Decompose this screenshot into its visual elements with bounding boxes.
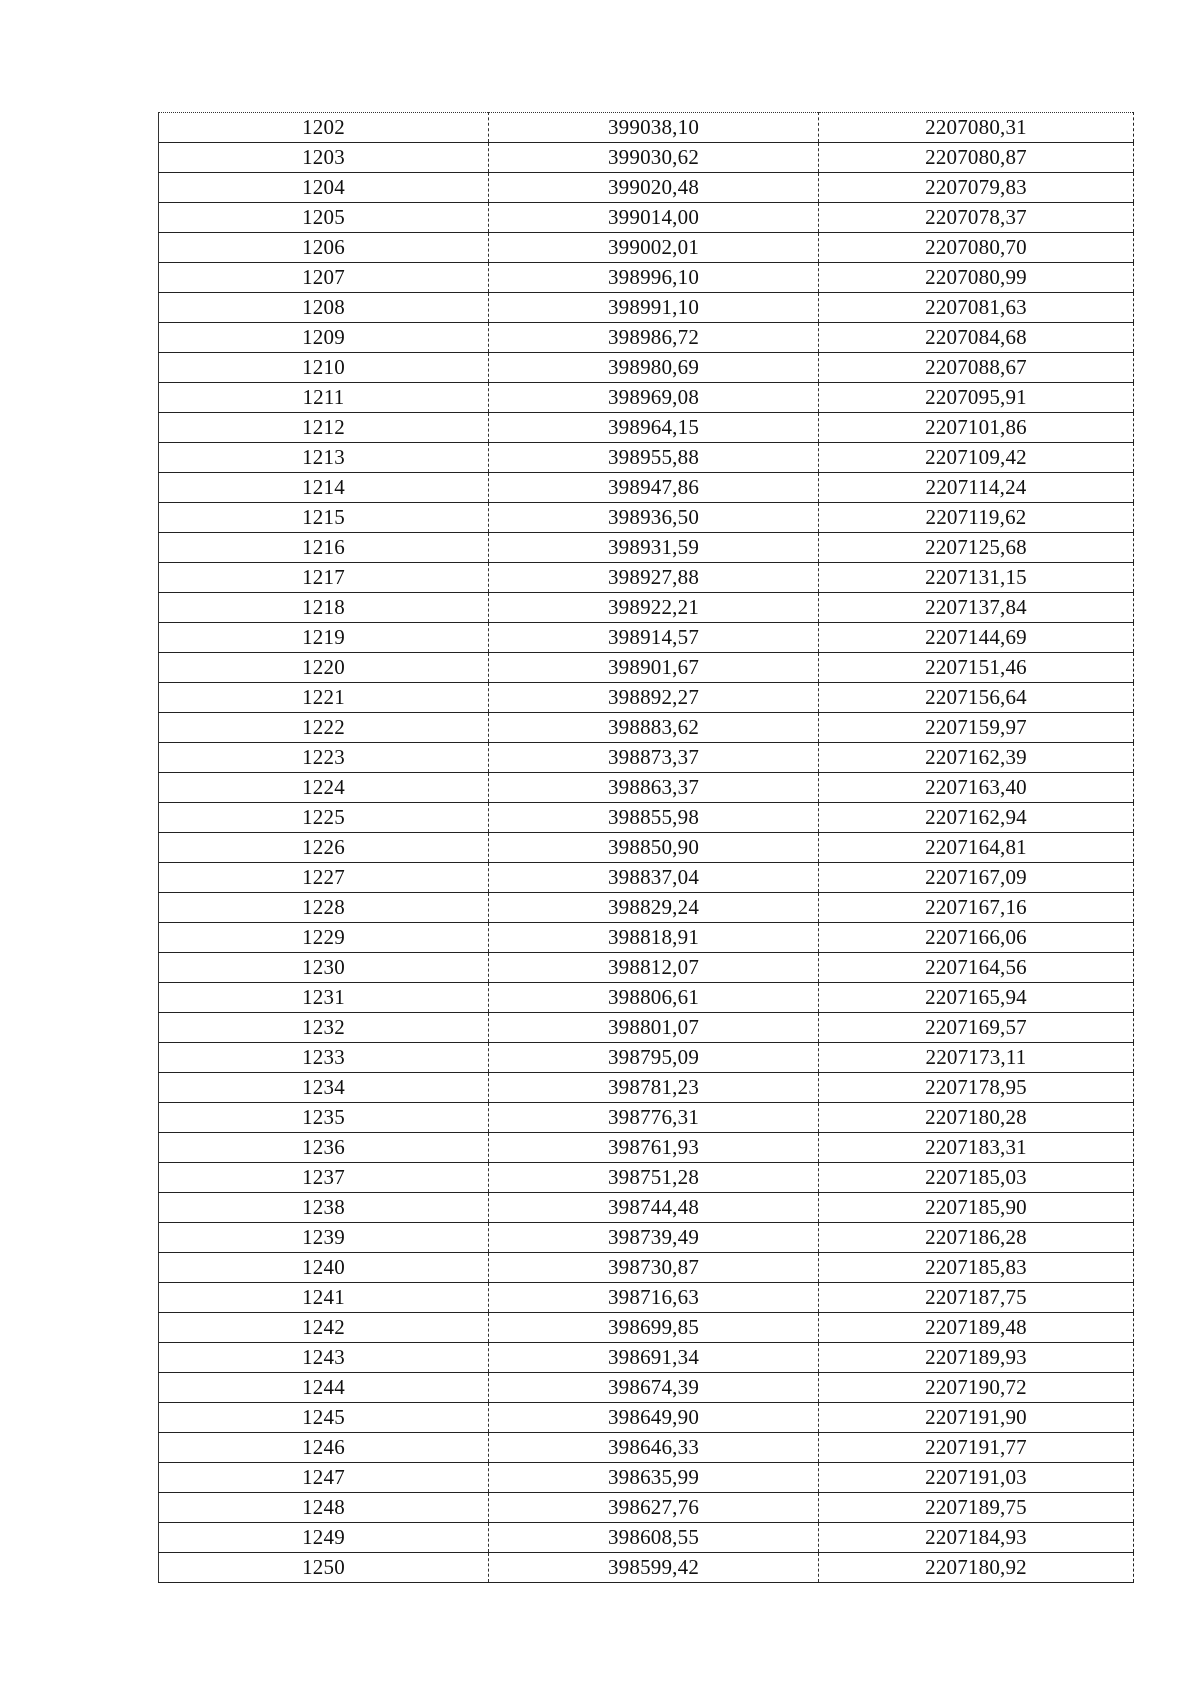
x-coordinate-cell: 398795,09 xyxy=(489,1043,819,1073)
point-number-cell: 1214 xyxy=(159,473,489,503)
x-coordinate-cell: 398855,98 xyxy=(489,803,819,833)
table-row xyxy=(159,983,1134,1013)
table-row xyxy=(159,803,1134,833)
table-row xyxy=(159,1373,1134,1403)
y-coordinate-cell: 2207080,70 xyxy=(819,233,1134,263)
table-row xyxy=(159,293,1134,323)
y-coordinate-cell: 2207162,94 xyxy=(819,803,1134,833)
point-number-cell: 1236 xyxy=(159,1133,489,1163)
point-number-cell: 1234 xyxy=(159,1073,489,1103)
y-coordinate-cell: 2207166,06 xyxy=(819,923,1134,953)
table-row xyxy=(159,233,1134,263)
y-coordinate-cell: 2207185,90 xyxy=(819,1193,1134,1223)
table-row xyxy=(159,563,1134,593)
y-coordinate-cell: 2207180,28 xyxy=(819,1103,1134,1133)
y-coordinate-cell: 2207186,28 xyxy=(819,1223,1134,1253)
point-number-cell: 1241 xyxy=(159,1283,489,1313)
x-coordinate-cell: 398901,67 xyxy=(489,653,819,683)
x-coordinate-cell: 398892,27 xyxy=(489,683,819,713)
x-coordinate-cell: 398699,85 xyxy=(489,1313,819,1343)
point-number-cell: 1218 xyxy=(159,593,489,623)
point-number-cell: 1206 xyxy=(159,233,489,263)
y-coordinate-cell: 2207078,37 xyxy=(819,203,1134,233)
y-coordinate-cell: 2207144,69 xyxy=(819,623,1134,653)
table-row xyxy=(159,1013,1134,1043)
table-row xyxy=(159,713,1134,743)
point-number-cell: 1243 xyxy=(159,1343,489,1373)
point-number-cell: 1227 xyxy=(159,863,489,893)
table-row xyxy=(159,923,1134,953)
point-number-cell: 1211 xyxy=(159,383,489,413)
table-row xyxy=(159,383,1134,413)
y-coordinate-cell: 2207101,86 xyxy=(819,413,1134,443)
x-coordinate-cell: 398863,37 xyxy=(489,773,819,803)
x-coordinate-cell: 399002,01 xyxy=(489,233,819,263)
point-number-cell: 1228 xyxy=(159,893,489,923)
y-coordinate-cell: 2207081,63 xyxy=(819,293,1134,323)
x-coordinate-cell: 398931,59 xyxy=(489,533,819,563)
table-row xyxy=(159,323,1134,353)
table-row xyxy=(159,413,1134,443)
point-number-cell: 1239 xyxy=(159,1223,489,1253)
point-number-cell: 1242 xyxy=(159,1313,489,1343)
point-number-cell: 1235 xyxy=(159,1103,489,1133)
point-number-cell: 1215 xyxy=(159,503,489,533)
table-row xyxy=(159,1463,1134,1493)
point-number-cell: 1212 xyxy=(159,413,489,443)
x-coordinate-cell: 398914,57 xyxy=(489,623,819,653)
y-coordinate-cell: 2207159,97 xyxy=(819,713,1134,743)
y-coordinate-cell: 2207191,03 xyxy=(819,1463,1134,1493)
point-number-cell: 1213 xyxy=(159,443,489,473)
x-coordinate-cell: 398776,31 xyxy=(489,1103,819,1133)
y-coordinate-cell: 2207137,84 xyxy=(819,593,1134,623)
x-coordinate-cell: 398850,90 xyxy=(489,833,819,863)
x-coordinate-cell: 398996,10 xyxy=(489,263,819,293)
x-coordinate-cell: 398627,76 xyxy=(489,1493,819,1523)
x-coordinate-cell: 398986,72 xyxy=(489,323,819,353)
point-number-cell: 1247 xyxy=(159,1463,489,1493)
table-row xyxy=(159,1433,1134,1463)
table-row xyxy=(159,863,1134,893)
x-coordinate-cell: 399014,00 xyxy=(489,203,819,233)
table-row xyxy=(159,1163,1134,1193)
table-row xyxy=(159,1103,1134,1133)
y-coordinate-cell: 2207162,39 xyxy=(819,743,1134,773)
point-number-cell: 1208 xyxy=(159,293,489,323)
x-coordinate-cell: 398922,21 xyxy=(489,593,819,623)
point-number-cell: 1210 xyxy=(159,353,489,383)
point-number-cell: 1219 xyxy=(159,623,489,653)
x-coordinate-cell: 398812,07 xyxy=(489,953,819,983)
x-coordinate-cell: 398691,34 xyxy=(489,1343,819,1373)
table-row xyxy=(159,1403,1134,1433)
x-coordinate-cell: 398955,88 xyxy=(489,443,819,473)
x-coordinate-cell: 398781,23 xyxy=(489,1073,819,1103)
point-number-cell: 1237 xyxy=(159,1163,489,1193)
x-coordinate-cell: 399030,62 xyxy=(489,143,819,173)
y-coordinate-cell: 2207080,99 xyxy=(819,263,1134,293)
y-coordinate-cell: 2207080,87 xyxy=(819,143,1134,173)
y-coordinate-cell: 2207151,46 xyxy=(819,653,1134,683)
table-row xyxy=(159,1283,1134,1313)
y-coordinate-cell: 2207088,67 xyxy=(819,353,1134,383)
y-coordinate-cell: 2207173,11 xyxy=(819,1043,1134,1073)
table-row xyxy=(159,1133,1134,1163)
table-row xyxy=(159,443,1134,473)
table-row xyxy=(159,203,1134,233)
y-coordinate-cell: 2207189,75 xyxy=(819,1493,1134,1523)
y-coordinate-cell: 2207169,57 xyxy=(819,1013,1134,1043)
table-row xyxy=(159,683,1134,713)
x-coordinate-cell: 398883,62 xyxy=(489,713,819,743)
y-coordinate-cell: 2207156,64 xyxy=(819,683,1134,713)
table-row xyxy=(159,503,1134,533)
x-coordinate-cell: 398927,88 xyxy=(489,563,819,593)
table-row xyxy=(159,893,1134,923)
coordinates-table-body xyxy=(159,113,1134,1583)
table-row xyxy=(159,1313,1134,1343)
point-number-cell: 1238 xyxy=(159,1193,489,1223)
table-row xyxy=(159,263,1134,293)
point-number-cell: 1202 xyxy=(159,113,489,143)
y-coordinate-cell: 2207189,93 xyxy=(819,1343,1134,1373)
point-number-cell: 1246 xyxy=(159,1433,489,1463)
point-number-cell: 1250 xyxy=(159,1553,489,1583)
x-coordinate-cell: 398980,69 xyxy=(489,353,819,383)
y-coordinate-cell: 2207187,75 xyxy=(819,1283,1134,1313)
x-coordinate-cell: 398608,55 xyxy=(489,1523,819,1553)
x-coordinate-cell: 398837,04 xyxy=(489,863,819,893)
y-coordinate-cell: 2207114,24 xyxy=(819,473,1134,503)
y-coordinate-cell: 2207164,56 xyxy=(819,953,1134,983)
x-coordinate-cell: 398646,33 xyxy=(489,1433,819,1463)
point-number-cell: 1207 xyxy=(159,263,489,293)
x-coordinate-cell: 398969,08 xyxy=(489,383,819,413)
y-coordinate-cell: 2207125,68 xyxy=(819,533,1134,563)
y-coordinate-cell: 2207185,83 xyxy=(819,1253,1134,1283)
x-coordinate-cell: 398635,99 xyxy=(489,1463,819,1493)
y-coordinate-cell: 2207165,94 xyxy=(819,983,1134,1013)
point-number-cell: 1226 xyxy=(159,833,489,863)
point-number-cell: 1220 xyxy=(159,653,489,683)
table-row xyxy=(159,533,1134,563)
point-number-cell: 1230 xyxy=(159,953,489,983)
point-number-cell: 1240 xyxy=(159,1253,489,1283)
x-coordinate-cell: 399038,10 xyxy=(489,113,819,143)
table-row xyxy=(159,1073,1134,1103)
y-coordinate-cell: 2207189,48 xyxy=(819,1313,1134,1343)
y-coordinate-cell: 2207183,31 xyxy=(819,1133,1134,1163)
y-coordinate-cell: 2207119,62 xyxy=(819,503,1134,533)
y-coordinate-cell: 2207184,93 xyxy=(819,1523,1134,1553)
point-number-cell: 1209 xyxy=(159,323,489,353)
y-coordinate-cell: 2207180,92 xyxy=(819,1553,1134,1583)
point-number-cell: 1223 xyxy=(159,743,489,773)
x-coordinate-cell: 398991,10 xyxy=(489,293,819,323)
x-coordinate-cell: 398716,63 xyxy=(489,1283,819,1313)
y-coordinate-cell: 2207191,90 xyxy=(819,1403,1134,1433)
table-row xyxy=(159,1223,1134,1253)
x-coordinate-cell: 398936,50 xyxy=(489,503,819,533)
table-row xyxy=(159,1343,1134,1373)
table-row xyxy=(159,743,1134,773)
x-coordinate-cell: 398806,61 xyxy=(489,983,819,1013)
point-number-cell: 1244 xyxy=(159,1373,489,1403)
x-coordinate-cell: 398947,86 xyxy=(489,473,819,503)
table-row xyxy=(159,623,1134,653)
y-coordinate-cell: 2207167,09 xyxy=(819,863,1134,893)
y-coordinate-cell: 2207163,40 xyxy=(819,773,1134,803)
point-number-cell: 1249 xyxy=(159,1523,489,1553)
x-coordinate-cell: 398761,93 xyxy=(489,1133,819,1163)
y-coordinate-cell: 2207095,91 xyxy=(819,383,1134,413)
x-coordinate-cell: 398829,24 xyxy=(489,893,819,923)
y-coordinate-cell: 2207185,03 xyxy=(819,1163,1134,1193)
y-coordinate-cell: 2207167,16 xyxy=(819,893,1134,923)
table-row xyxy=(159,833,1134,863)
x-coordinate-cell: 398873,37 xyxy=(489,743,819,773)
table-row xyxy=(159,593,1134,623)
point-number-cell: 1203 xyxy=(159,143,489,173)
table-row xyxy=(159,1523,1134,1553)
point-number-cell: 1248 xyxy=(159,1493,489,1523)
x-coordinate-cell: 398818,91 xyxy=(489,923,819,953)
table-row xyxy=(159,953,1134,983)
x-coordinate-cell: 398751,28 xyxy=(489,1163,819,1193)
y-coordinate-cell: 2207164,81 xyxy=(819,833,1134,863)
point-number-cell: 1233 xyxy=(159,1043,489,1073)
table-row xyxy=(159,773,1134,803)
point-number-cell: 1222 xyxy=(159,713,489,743)
x-coordinate-cell: 398744,48 xyxy=(489,1193,819,1223)
point-number-cell: 1231 xyxy=(159,983,489,1013)
point-number-cell: 1205 xyxy=(159,203,489,233)
x-coordinate-cell: 398739,49 xyxy=(489,1223,819,1253)
table-row xyxy=(159,1493,1134,1523)
point-number-cell: 1229 xyxy=(159,923,489,953)
y-coordinate-cell: 2207080,31 xyxy=(819,113,1134,143)
point-number-cell: 1204 xyxy=(159,173,489,203)
x-coordinate-cell: 398964,15 xyxy=(489,413,819,443)
point-number-cell: 1216 xyxy=(159,533,489,563)
table-row xyxy=(159,1553,1134,1583)
y-coordinate-cell: 2207079,83 xyxy=(819,173,1134,203)
y-coordinate-cell: 2207191,77 xyxy=(819,1433,1134,1463)
y-coordinate-cell: 2207109,42 xyxy=(819,443,1134,473)
x-coordinate-cell: 399020,48 xyxy=(489,173,819,203)
x-coordinate-cell: 398730,87 xyxy=(489,1253,819,1283)
x-coordinate-cell: 398599,42 xyxy=(489,1553,819,1583)
point-number-cell: 1221 xyxy=(159,683,489,713)
point-number-cell: 1217 xyxy=(159,563,489,593)
table-row xyxy=(159,143,1134,173)
x-coordinate-cell: 398649,90 xyxy=(489,1403,819,1433)
table-row xyxy=(159,113,1134,143)
x-coordinate-cell: 398801,07 xyxy=(489,1013,819,1043)
point-number-cell: 1232 xyxy=(159,1013,489,1043)
table-row xyxy=(159,473,1134,503)
coordinates-table xyxy=(158,112,1134,1583)
table-row xyxy=(159,173,1134,203)
x-coordinate-cell: 398674,39 xyxy=(489,1373,819,1403)
y-coordinate-cell: 2207190,72 xyxy=(819,1373,1134,1403)
y-coordinate-cell: 2207178,95 xyxy=(819,1073,1134,1103)
table-row xyxy=(159,1043,1134,1073)
table-row xyxy=(159,1253,1134,1283)
table-row xyxy=(159,353,1134,383)
point-number-cell: 1224 xyxy=(159,773,489,803)
table-row xyxy=(159,1193,1134,1223)
y-coordinate-cell: 2207084,68 xyxy=(819,323,1134,353)
point-number-cell: 1225 xyxy=(159,803,489,833)
y-coordinate-cell: 2207131,15 xyxy=(819,563,1134,593)
point-number-cell: 1245 xyxy=(159,1403,489,1433)
table-row xyxy=(159,653,1134,683)
